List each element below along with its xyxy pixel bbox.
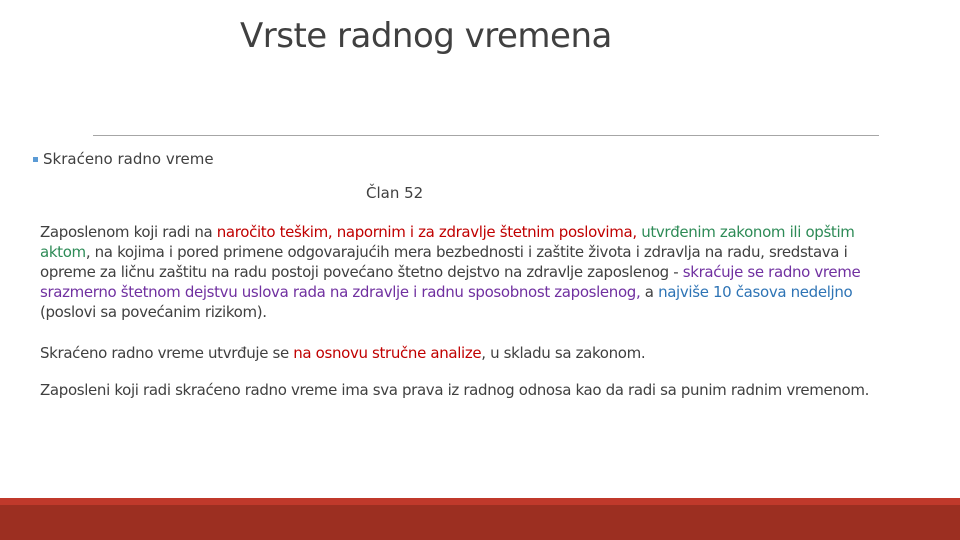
paragraph-3: Zaposleni koji radi skraćeno radno vreme ima sva prava iz radnog odnosa kao da radi sa punim radnim vremenom. <box>40 381 870 399</box>
p2-highlight-expert-analysis: na osnovu stručne analize <box>293 344 482 362</box>
footer-bar <box>0 498 960 540</box>
footer-bar-accent <box>0 498 960 505</box>
p1-text: Zaposlenom koji radi na <box>40 223 217 241</box>
p1-highlight-law-act: utvrđenim zakonom ili opštim aktom <box>40 223 855 261</box>
bullet-item <box>33 150 214 168</box>
square-bullet-icon <box>33 157 38 162</box>
paragraph-1 <box>40 222 890 322</box>
p1-highlight-max-hours: najviše 10 časova nedeljno <box>658 283 853 301</box>
paragraph-2 <box>40 343 890 363</box>
p1-text: , na kojima i pored primene odgovarajućih mera bezbednosti i zaštite života i zdravlja na radu, sredstava i opreme za ličnu zaštitu na radu postoji povećano štetno dejstvo na zdravlje zaposlenog - <box>40 243 848 281</box>
p1-text: (poslovi sa povećanim rizikom). <box>40 303 267 321</box>
article-heading: Član 52 <box>366 184 424 202</box>
p1-highlight-reduced-hours: skraćuje se radno vreme srazmerno štetnom dejstvu uslova rada na zdravlje i radnu sposobnost zaposlenog, <box>40 263 861 301</box>
p2-text: , u skladu sa zakonom. <box>481 344 646 362</box>
title-divider <box>93 135 879 136</box>
p1-text: a <box>644 283 659 301</box>
bullet-label: Skraćeno radno vreme <box>43 150 214 168</box>
p1-highlight-hazardous-jobs: naročito teškim, napornim i za zdravlje štetnim poslovima, <box>216 223 642 241</box>
slide-title: Vrste radnog vremena <box>240 16 612 56</box>
p2-text: Skraćeno radno vreme utvrđuje se <box>40 344 294 362</box>
